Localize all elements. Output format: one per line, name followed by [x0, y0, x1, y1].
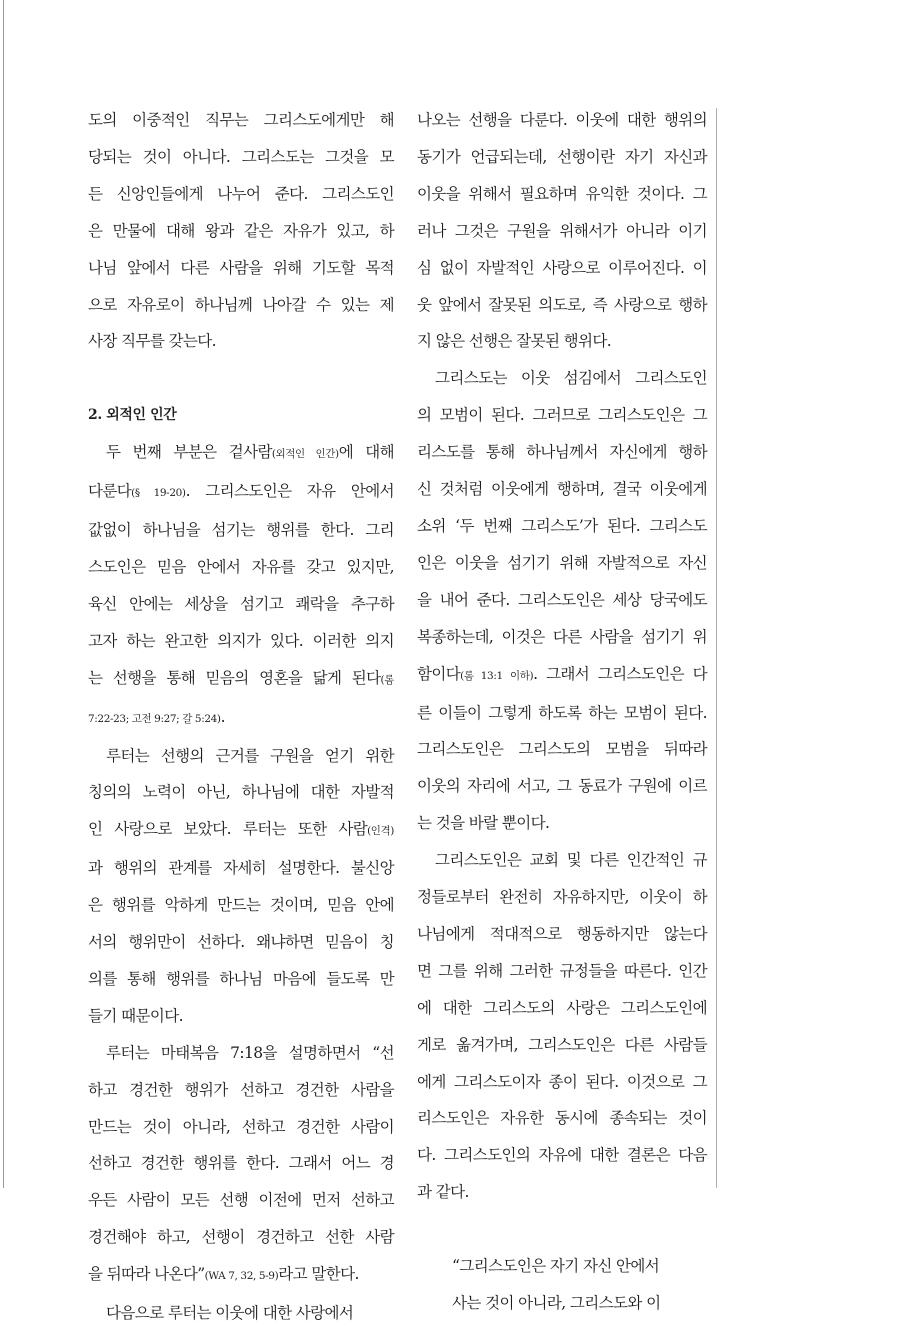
page-edge-line: [3, 0, 4, 1188]
text-line: 심 없이 자발적인 사랑으로 이루어진다. 이: [417, 258, 707, 277]
text-line: 면 그를 위해 그러한 규정들을 따른다. 인간: [417, 961, 707, 980]
inline-citation: (WA 7, 32, 5-9): [204, 1270, 279, 1283]
inline-citation: 7:22-23; 고전 9:27; 갈 5:24): [88, 712, 221, 725]
paragraph-matthew: [88, 1035, 394, 1295]
paragraph-outer-person: [88, 434, 394, 737]
text-line: 경건해야 하고, 선행이 경건하고 선한 사람: [88, 1228, 394, 1247]
text-line: 고자 하는 완고한 의지가 있다. 이러한 의지: [88, 631, 394, 650]
text-line: 복종하는데, 이것은 다른 사람을 섬기기 위: [417, 627, 707, 646]
text-line: 다룬다(§ 19-20). 그리스도인은 자유 안에서: [88, 482, 394, 501]
section-heading: 2. 외적인 인간: [88, 407, 177, 424]
text-line: 을 내어 준다. 그리스도인은 세상 당국에도: [417, 590, 707, 609]
text-line: 에게 그리스도이자 종이 된다. 이것으로 그: [417, 1072, 707, 1091]
text-line: 루터는 마태복음 7:18을 설명하면서 “선: [106, 1043, 394, 1062]
text-line: 의 모범이 된다. 그러므로 그리스도인은 그: [417, 406, 707, 425]
text-line: 동기가 언급되는데, 선행이란 자기 자신과: [417, 147, 707, 166]
text-line: 든 신앙인들에게 나누어 준다. 그리스도인: [88, 184, 394, 203]
text-line: 당되는 것이 아니다. 그리스도는 그것을 모: [88, 147, 394, 166]
text-line: 의를 통해 행위를 하나님 마음에 들도록 만: [88, 969, 394, 988]
text-line: 들기 때문이다.: [88, 1006, 183, 1025]
left-column: [88, 102, 394, 1332]
text-line: 나오는 선행을 다룬다. 이웃에 대한 행위의: [417, 111, 707, 129]
text-line: 인 사랑으로 보았다. 루터는 또한 사람(인격): [88, 820, 394, 839]
text-line: 루터는 선행의 근거를 구원을 얻기 위한: [106, 746, 394, 765]
inline-citation: (롬: [380, 673, 394, 686]
inline-citation: (롬 13:1 이하): [460, 669, 534, 682]
paragraph-continued: [88, 102, 394, 360]
quote-line: 사는 것이 아니라, 그리스도와 이: [452, 1294, 661, 1313]
text-line: 그리스도는 이웃 섬김에서 그리스도인: [435, 369, 707, 388]
text-line: 인은 이웃을 섬기기 위해 자발적으로 자신: [417, 553, 707, 572]
text-line: 사장 직무를 갖는다.: [88, 332, 216, 351]
text-line: 을 뒤따라 나온다”(WA 7, 32, 5-9)라고 말한다.: [88, 1265, 359, 1284]
paragraph-neighbor-works: [417, 102, 707, 360]
text-line: 함이다(롬 13:1 이하). 그래서 그리스도인은 다: [417, 664, 707, 683]
block-quote: [417, 1248, 707, 1322]
text-line: 은 행위를 악하게 만드는 것이며, 믿음 안에: [88, 896, 394, 915]
text-line: 신 것처럼 이웃에게 행하며, 결국 이웃에게: [417, 480, 707, 499]
text-line: 값없이 하나님을 섬기는 행위를 한다. 그리: [88, 521, 394, 540]
text-line: 리스도인은 자유한 동시에 종속되는 것이: [417, 1109, 707, 1128]
right-column: [417, 102, 707, 1322]
text-line: 이웃의 자리에 서고, 그 동료가 구원에 이르: [417, 777, 707, 796]
column-divider-line: [716, 108, 717, 1188]
text-line: 소위 ‘두 번째 그리스도’가 된다. 그리스도: [417, 516, 707, 535]
text-line: 그리스도인은 그리스도의 모범을 뒤따라: [417, 740, 707, 759]
text-line: 은 만물에 대해 왕과 같은 자유가 있고, 하: [88, 221, 394, 240]
text-line: 리스도를 통해 하나님께서 자신에게 행하: [417, 443, 707, 462]
text-line: 러나 그것은 구원을 위해서가 아니라 이기: [417, 221, 707, 240]
text-line: 7:22-23; 고전 9:27; 갈 5:24).: [88, 707, 225, 726]
text-line: 이웃을 위해서 필요하며 유익한 것이다. 그: [417, 184, 707, 203]
quote-line: “그리스도인은 자기 자신 안에서: [452, 1257, 660, 1276]
text-line: 른 이들이 그렇게 하도록 하는 모범이 된다.: [417, 703, 707, 722]
text-line: 나님에게 적대적으로 행동하지만 않는다: [417, 924, 707, 943]
text-line: 칭의의 노력이 아닌, 하나님에 대한 자발적: [88, 783, 394, 802]
text-line: 지 않은 선행은 잘못된 행위다.: [417, 332, 612, 351]
text-line: 도의 이중적인 직무는 그리스도에게만 해: [88, 111, 394, 129]
text-line: 선하고 경건한 행위를 한다. 그래서 어느 경: [88, 1154, 394, 1173]
text-line: 다. 그리스도인의 자유에 대한 결론은 다음: [417, 1146, 707, 1165]
text-line: 육신 안에는 세상을 섬기고 쾌락을 추구하: [88, 594, 394, 613]
text-line: 서의 행위만이 선하다. 왜냐하면 믿음이 칭: [88, 933, 394, 952]
text-line: 으로 자유로이 하나님께 나아갈 수 있는 제: [88, 295, 394, 314]
inline-citation: (§ 19-20): [131, 487, 186, 500]
text-line: 에 대한 그리스도의 사랑은 그리스도인에: [417, 998, 707, 1017]
text-line: 과 행위의 관계를 자세히 설명한다. 불신앙: [88, 859, 394, 878]
text-line: 게로 옮겨가며, 그리스도인은 다른 사람들: [417, 1035, 707, 1054]
text-line: 하고 경건한 행위가 선하고 경건한 사람을: [88, 1080, 394, 1099]
text-line: 정들로부터 완전히 자유하지만, 이웃이 하: [417, 888, 707, 907]
paragraph-church-rules: [417, 842, 707, 1211]
text-line: 우든 사람이 모든 선행 이전에 먼저 선하고: [88, 1191, 394, 1210]
paragraph-christ-example: [417, 360, 707, 842]
text-line: 스도인은 믿음 안에서 자유를 갖고 있지만,: [88, 557, 394, 576]
text-line: 그리스도인은 교회 및 다른 인간적인 규: [435, 851, 707, 870]
text-line: 만드는 것이 아니라, 선하고 경건한 사람이: [88, 1117, 394, 1136]
text-line: 웃 앞에서 잘못된 의도로, 즉 사랑으로 행하: [417, 295, 707, 314]
text-line: 는 것을 바랄 뿐이다.: [417, 814, 550, 833]
paragraph-good-works: [88, 738, 394, 1035]
text-line: 나님 앞에서 다른 사람을 위해 기도할 목적: [88, 258, 394, 277]
text-line: 두 번째 부분은 겉사람(외적인 인간)에 대해: [106, 443, 395, 462]
inline-note: (인격): [367, 825, 394, 838]
text-line: 과 같다.: [417, 1183, 469, 1202]
text-line: 다음으로 루터는 이웃에 대한 사랑에서: [106, 1304, 354, 1323]
text-line: 는 선행을 통해 믿음의 영혼을 닮게 된다(롬: [88, 668, 394, 687]
inline-note: (외적인 인간): [271, 448, 339, 461]
